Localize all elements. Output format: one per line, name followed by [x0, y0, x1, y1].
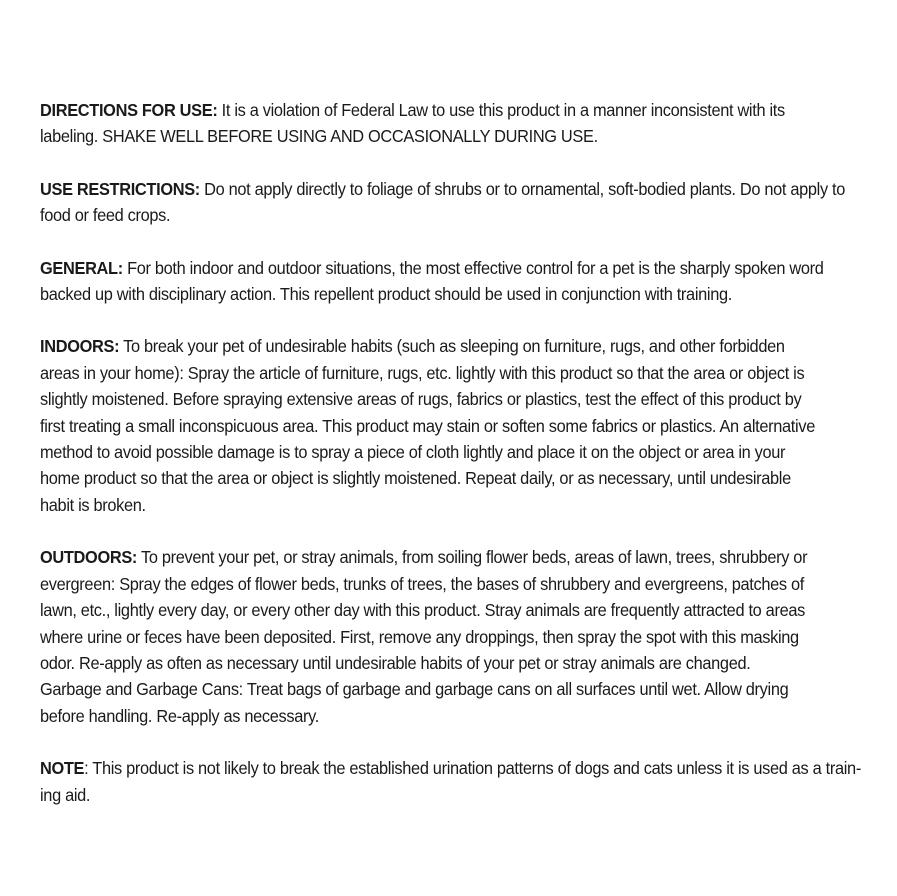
outdoors-line: lawn, etc., lightly every day, or every other day with this product. Stray animals are frequently attracted to areas [40, 600, 805, 621]
use-restrictions-heading: USE RESTRICTIONS: [40, 178, 200, 199]
indoors-line: areas in your home): Spray the article of furniture, rugs, etc. lightly with this product so that the area or object is [40, 362, 805, 383]
indoors-line: home product so that the area or object is slightly moistened. Repeat daily, or as necessary, until undesirable [40, 468, 791, 489]
label-document [40, 97, 874, 834]
indoors-line: slightly moistened. Before spraying extensive areas of rugs, fabrics or plastics, test the effect of this product by [40, 389, 802, 410]
indoors-section [40, 333, 874, 518]
general-line: backed up with disciplinary action. This repellent product should be used in conjunction with training. [40, 284, 732, 305]
general-section [40, 255, 874, 308]
indoors-line: To break your pet of undesirable habits (such as sleeping on furniture, rugs, and other forbidden [119, 336, 785, 357]
indoors-line: first treating a small inconspicuous area. This product may stain or soften some fabrics or plastics. An alternative [40, 415, 815, 436]
note-heading: NOTE [40, 758, 85, 779]
directions-for-use-section [40, 97, 874, 150]
use-restrictions-line: food or feed crops. [40, 205, 171, 226]
outdoors-heading: OUTDOORS: [40, 547, 138, 568]
outdoors-section [40, 544, 874, 729]
note-line: : This product is not likely to break the established urination patterns of dogs and cats unless it is used as a train- [84, 758, 861, 779]
use-restrictions-line: Do not apply directly to foliage of shrubs or to ornamental, soft-bodied plants. Do not apply to [199, 178, 846, 199]
use-restrictions-section [40, 176, 874, 229]
outdoors-line: before handling. Re-apply as necessary. [40, 705, 319, 726]
directions-for-use-heading: DIRECTIONS FOR USE: [40, 100, 218, 120]
directions-for-use-line: It is a violation of Federal Law to use this product in a manner inconsistent with its [217, 100, 785, 120]
outdoors-line: Garbage and Garbage Cans: Treat bags of garbage and garbage cans on all surfaces until wet. Allow drying [40, 679, 789, 700]
general-line: For both indoor and outdoor situations, the most effective control for a pet is the sharply spoken word [122, 257, 824, 278]
general-heading: GENERAL: [40, 257, 123, 278]
indoors-heading: INDOORS: [40, 336, 120, 357]
indoors-line: method to avoid possible damage is to spray a piece of cloth lightly and place it on the object or area in your [40, 442, 786, 463]
note-line: ing aid. [40, 784, 91, 805]
indoors-line: habit is broken. [40, 494, 146, 515]
outdoors-line: To prevent your pet, or stray animals, from soiling flower beds, areas of lawn, trees, shrubbery or [137, 547, 808, 568]
note-section [40, 755, 874, 808]
directions-for-use-line: labeling. SHAKE WELL BEFORE USING AND OCCASIONALLY DURING USE. [40, 126, 598, 147]
outdoors-line: where urine or feces have been deposited. First, remove any droppings, then spray the spot with this masking [40, 626, 799, 647]
outdoors-line: evergreen: Spray the edges of flower beds, trunks of trees, the bases of shrubbery and evergreens, patches of [40, 573, 805, 594]
outdoors-line: odor. Re-apply as often as necessary until undesirable habits of your pet or stray animals are changed. [40, 652, 751, 673]
